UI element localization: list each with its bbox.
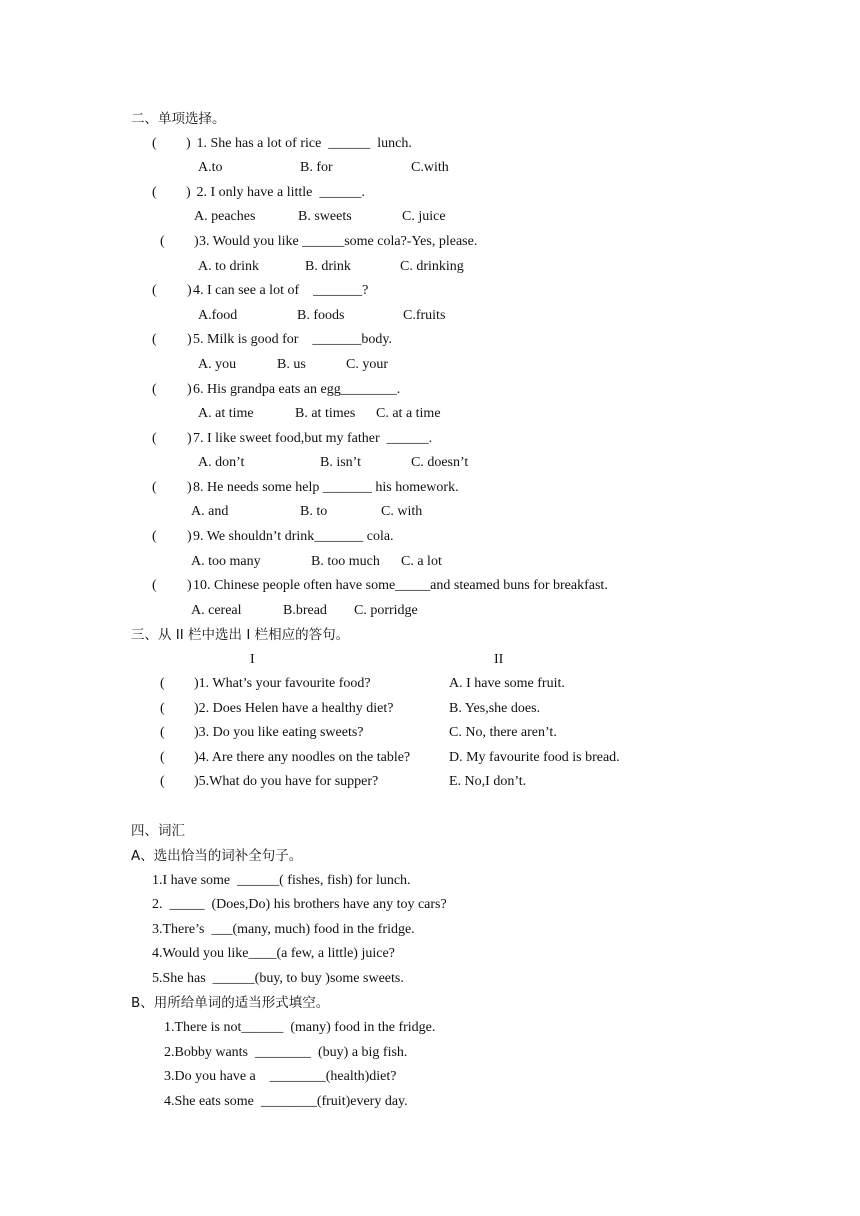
answer-paren-close: ) — [187, 578, 192, 593]
match-question: )5.What do you have for supper? — [194, 774, 379, 789]
answer-paren-close: ) — [187, 332, 192, 347]
option-c: C. your — [346, 357, 388, 372]
option-b: B. for — [300, 160, 333, 175]
section2-heading: 二、单项选择。 — [131, 111, 226, 127]
option-c: C. juice — [402, 209, 446, 224]
option-b: B. foods — [297, 308, 345, 323]
option-b: B. isn’t — [320, 455, 361, 470]
question-stem: 9. We shouldn’t drink_______ cola. — [193, 529, 394, 544]
answer-paren-close: ) — [187, 283, 192, 298]
option-c: C.with — [411, 160, 449, 175]
part-a-item-5: 5.She has ______(buy, to buy )some sweets. — [152, 971, 404, 986]
answer-paren-open[interactable]: ( — [152, 431, 157, 446]
part-a-heading: A、选出恰当的词补全句子。 — [131, 848, 303, 864]
answer-paren-open[interactable]: ( — [152, 136, 157, 151]
option-a: A.food — [198, 308, 238, 323]
option-c: C. a lot — [401, 554, 442, 569]
option-a: A. too many — [191, 554, 261, 569]
answer-paren-close: ) — [186, 185, 191, 200]
match-answer: D. My favourite food is bread. — [449, 750, 620, 765]
question-stem: 2. I only have a little ______. — [193, 185, 365, 200]
question-stem: 5. Milk is good for _______body. — [193, 332, 392, 347]
answer-paren-open[interactable]: ( — [160, 234, 165, 249]
option-a: A. and — [191, 504, 229, 519]
option-c: C. drinking — [400, 259, 464, 274]
answer-paren-open[interactable]: ( — [152, 578, 157, 593]
match-question: )3. Do you like eating sweets? — [194, 725, 364, 740]
match-answer: C. No, there aren’t. — [449, 725, 557, 740]
option-a: A. at time — [198, 406, 254, 421]
question-stem: 3. Would you like ______some cola?-Yes, please. — [199, 234, 478, 249]
section4-heading: 四、词汇 — [131, 823, 185, 839]
question-stem: 4. I can see a lot of _______? — [193, 283, 369, 298]
option-a: A. to drink — [198, 259, 260, 274]
answer-paren-close: ) — [187, 529, 192, 544]
question-stem: 8. He needs some help _______ his homework. — [193, 480, 459, 495]
answer-paren-open[interactable]: ( — [160, 676, 165, 691]
part-b-item-1: 1.There is not______ (many) food in the fridge. — [164, 1020, 436, 1035]
option-a: A. don’t — [198, 455, 245, 470]
answer-paren-open[interactable]: ( — [152, 332, 157, 347]
option-a: A. you — [198, 357, 237, 372]
option-a: A.to — [198, 160, 223, 175]
column-i-header: I — [250, 652, 255, 667]
part-a-item-1: 1.I have some ______( fishes, fish) for lunch. — [152, 873, 411, 888]
option-b: B. drink — [305, 259, 351, 274]
option-b: B. at times — [295, 406, 356, 421]
part-b-heading: B、用所给单词的适当形式填空。 — [131, 995, 330, 1011]
option-b: B. sweets — [298, 209, 352, 224]
option-b: B. to — [300, 504, 328, 519]
part-b-item-4: 4.She eats some ________(fruit)every day. — [164, 1094, 408, 1109]
part-a-item-3: 3.There’s ___(many, much) food in the fridge. — [152, 922, 415, 937]
option-c: C. at a time — [376, 406, 441, 421]
option-b: B. us — [277, 357, 306, 372]
answer-paren-open[interactable]: ( — [152, 480, 157, 495]
option-b: B. too much — [311, 554, 380, 569]
option-c: C. doesn’t — [411, 455, 469, 470]
answer-paren-open[interactable]: ( — [160, 725, 165, 740]
question-stem: 6. His grandpa eats an egg________. — [193, 382, 401, 397]
answer-paren-open[interactable]: ( — [152, 185, 157, 200]
question-stem: 1. She has a lot of rice ______ lunch. — [193, 136, 412, 151]
answer-paren-close: ) — [194, 234, 199, 249]
question-stem: 10. Chinese people often have some_____and steamed buns for breakfast. — [193, 578, 608, 593]
option-a: A. cereal — [191, 603, 242, 618]
answer-paren-close: ) — [187, 480, 192, 495]
match-question: )1. What’s your favourite food? — [194, 676, 371, 691]
column-ii-header: II — [494, 652, 504, 667]
answer-paren-open[interactable]: ( — [152, 382, 157, 397]
option-c: C.fruits — [403, 308, 446, 323]
match-question: )4. Are there any noodles on the table? — [194, 750, 411, 765]
question-stem: 7. I like sweet food,but my father ______. — [193, 431, 433, 446]
match-question: )2. Does Helen have a healthy diet? — [194, 701, 394, 716]
answer-paren-open[interactable]: ( — [160, 774, 165, 789]
answer-paren-close: ) — [186, 136, 191, 151]
part-b-item-3: 3.Do you have a ________(health)diet? — [164, 1069, 397, 1084]
match-answer: B. Yes,she does. — [449, 701, 541, 716]
match-answer: E. No,I don’t. — [449, 774, 527, 789]
answer-paren-open[interactable]: ( — [160, 701, 165, 716]
option-b: B.bread — [283, 603, 327, 618]
option-a: A. peaches — [194, 209, 256, 224]
option-c: C. porridge — [354, 603, 418, 618]
answer-paren-open[interactable]: ( — [152, 529, 157, 544]
match-answer: A. I have some fruit. — [449, 676, 565, 691]
answer-paren-open[interactable]: ( — [152, 283, 157, 298]
answer-paren-close: ) — [187, 382, 192, 397]
section3-heading: 三、从 II 栏中选出 I 栏相应的答句。 — [131, 627, 350, 643]
answer-paren-open[interactable]: ( — [160, 750, 165, 765]
answer-paren-close: ) — [187, 431, 192, 446]
part-a-item-4: 4.Would you like____(a few, a little) juice? — [152, 946, 395, 961]
part-b-item-2: 2.Bobby wants ________ (buy) a big fish. — [164, 1045, 408, 1060]
option-c: C. with — [381, 504, 423, 519]
part-a-item-2: 2. _____ (Does,Do) his brothers have any toy cars? — [152, 897, 447, 912]
